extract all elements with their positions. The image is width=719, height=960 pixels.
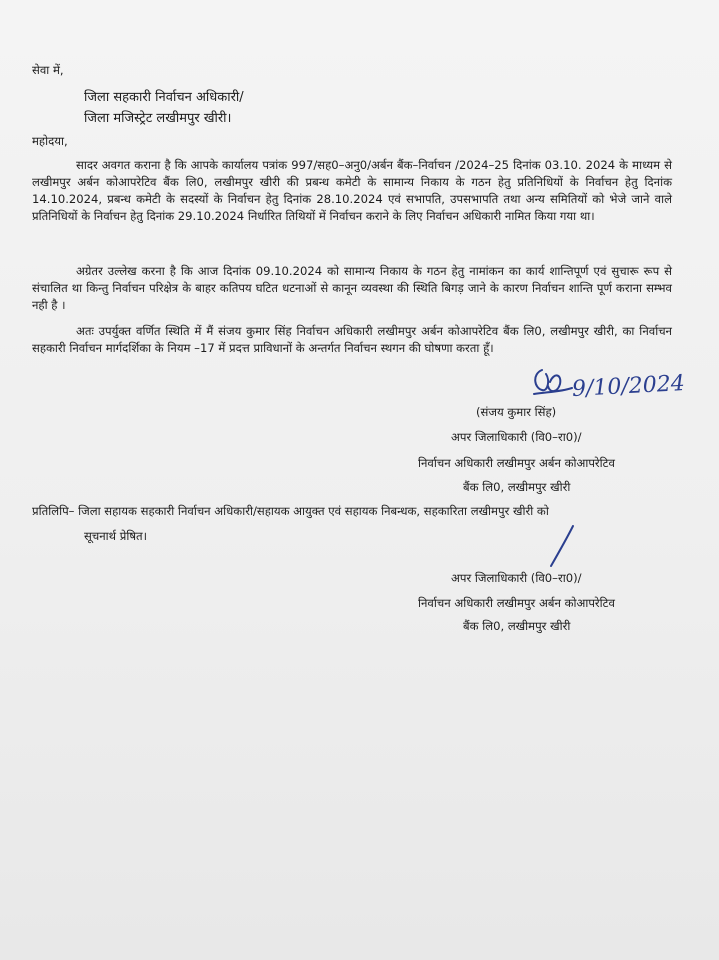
recipient-line-2: जिला मजिस्ट्रेट लखीमपुर खीरी। — [84, 111, 232, 126]
copy-line-1: प्रतिलिपि– जिला सहायक सहकारी निर्वाचन अधिकारी/सहायक आयुक्त एवं सहायक निबन्धक, सहकारिता लखीमपुर खीरी को — [32, 504, 549, 518]
copy-designation-1: अपर जिलाधिकारी (वि0–रा0)/ — [451, 571, 582, 585]
body-paragraph-2 — [32, 263, 672, 314]
copy-designation-3: बैंक लि0, लखीमपुर खीरी — [463, 619, 571, 633]
copy-designation-2: निर्वाचन अधिकारी लखीमपुर अर्बन कोआपरेटिव — [418, 596, 615, 610]
initial-mark-icon — [545, 522, 579, 570]
salutation-to: सेवा में, — [32, 63, 64, 77]
signatory-designation-1: अपर जिलाधिकारी (वि0–रा0)/ — [451, 430, 582, 444]
body-paragraph-2-text: अग्रेतर उल्लेख करना है कि आज दिनांक 09.10.2024 को सामान्य निकाय के गठन हेतु नामांकन का कार्य शान्तिपूर्ण एवं सुचारू रूप से संचालित था किन्तु निर्वाचन परिक्षेत्र के बाहर कतिपय घटित धटनाओं से कानून व्यवस्था की स्थिति बिगड़ जाने के कारण निर्वाचन शान्ति पूर्ण कराना सम्भव नही है । — [32, 264, 672, 312]
handwritten-date: 9/10/2024 — [571, 371, 686, 402]
greeting: महोदया, — [32, 134, 68, 148]
signatory-designation-2: निर्वाचन अधिकारी लखीमपुर अर्बन कोआपरेटिव — [418, 456, 615, 470]
body-paragraph-3-text: अतः उपर्युक्त वर्णित स्थिति में मैं संजय कुमार सिंह निर्वाचन अधिकारी लखीमपुर अर्बन कोआपरेटिव बैंक लि0, लखीमपुर खीरी, का निर्वाचन सहकारी निर्वाचन मार्गदर्शिका के नियम –17 में प्रदत्त प्राविधानों के अन्तर्गत निर्वाचन स्थगन की घोषणा करता हूँ। — [32, 324, 672, 355]
recipient-line-1: जिला सहकारी निर्वाचन अधिकारी/ — [84, 90, 244, 105]
body-paragraph-3 — [32, 323, 672, 357]
signatory-designation-3: बैंक लि0, लखीमपुर खीरी — [463, 480, 571, 494]
copy-line-2: सूचनार्थ प्रेषित। — [84, 529, 148, 543]
body-paragraph-1 — [32, 157, 672, 225]
body-paragraph-1-text: सादर अवगत कराना है कि आपके कार्यालय पत्रांक 997/सह0–अनु0/अर्बन बैंक–निर्वाचन /2024–25 दिनांक 03.10. 2024 के माध्यम से लखीमपुर अर्बन कोआपरेटिव बैंक लि0, लखीमपुर खीरी की प्रबन्ध कमेटी के सामान्य निकाय के गठन हेतु प्रतिनिधियों के निर्वाचन हेतु दिनांक 14.10.2024, प्रबन्ध कमेटी के सदस्यों के निर्वाचन हेतु दिनांक 28.10.2024 एवं सभापति, उपसभापति तथा अन्य समितियों को भेजे जाने वाले प्रतिनिधियों के निर्वाचन हेतु दिनांक 29.10.2024 निर्धारित तिथियों में निर्वाचन कराने के लिए निर्वाचन अधिकारी नामित किया गया था। — [32, 158, 672, 223]
signatory-name: (संजय कुमार सिंह) — [476, 405, 557, 419]
